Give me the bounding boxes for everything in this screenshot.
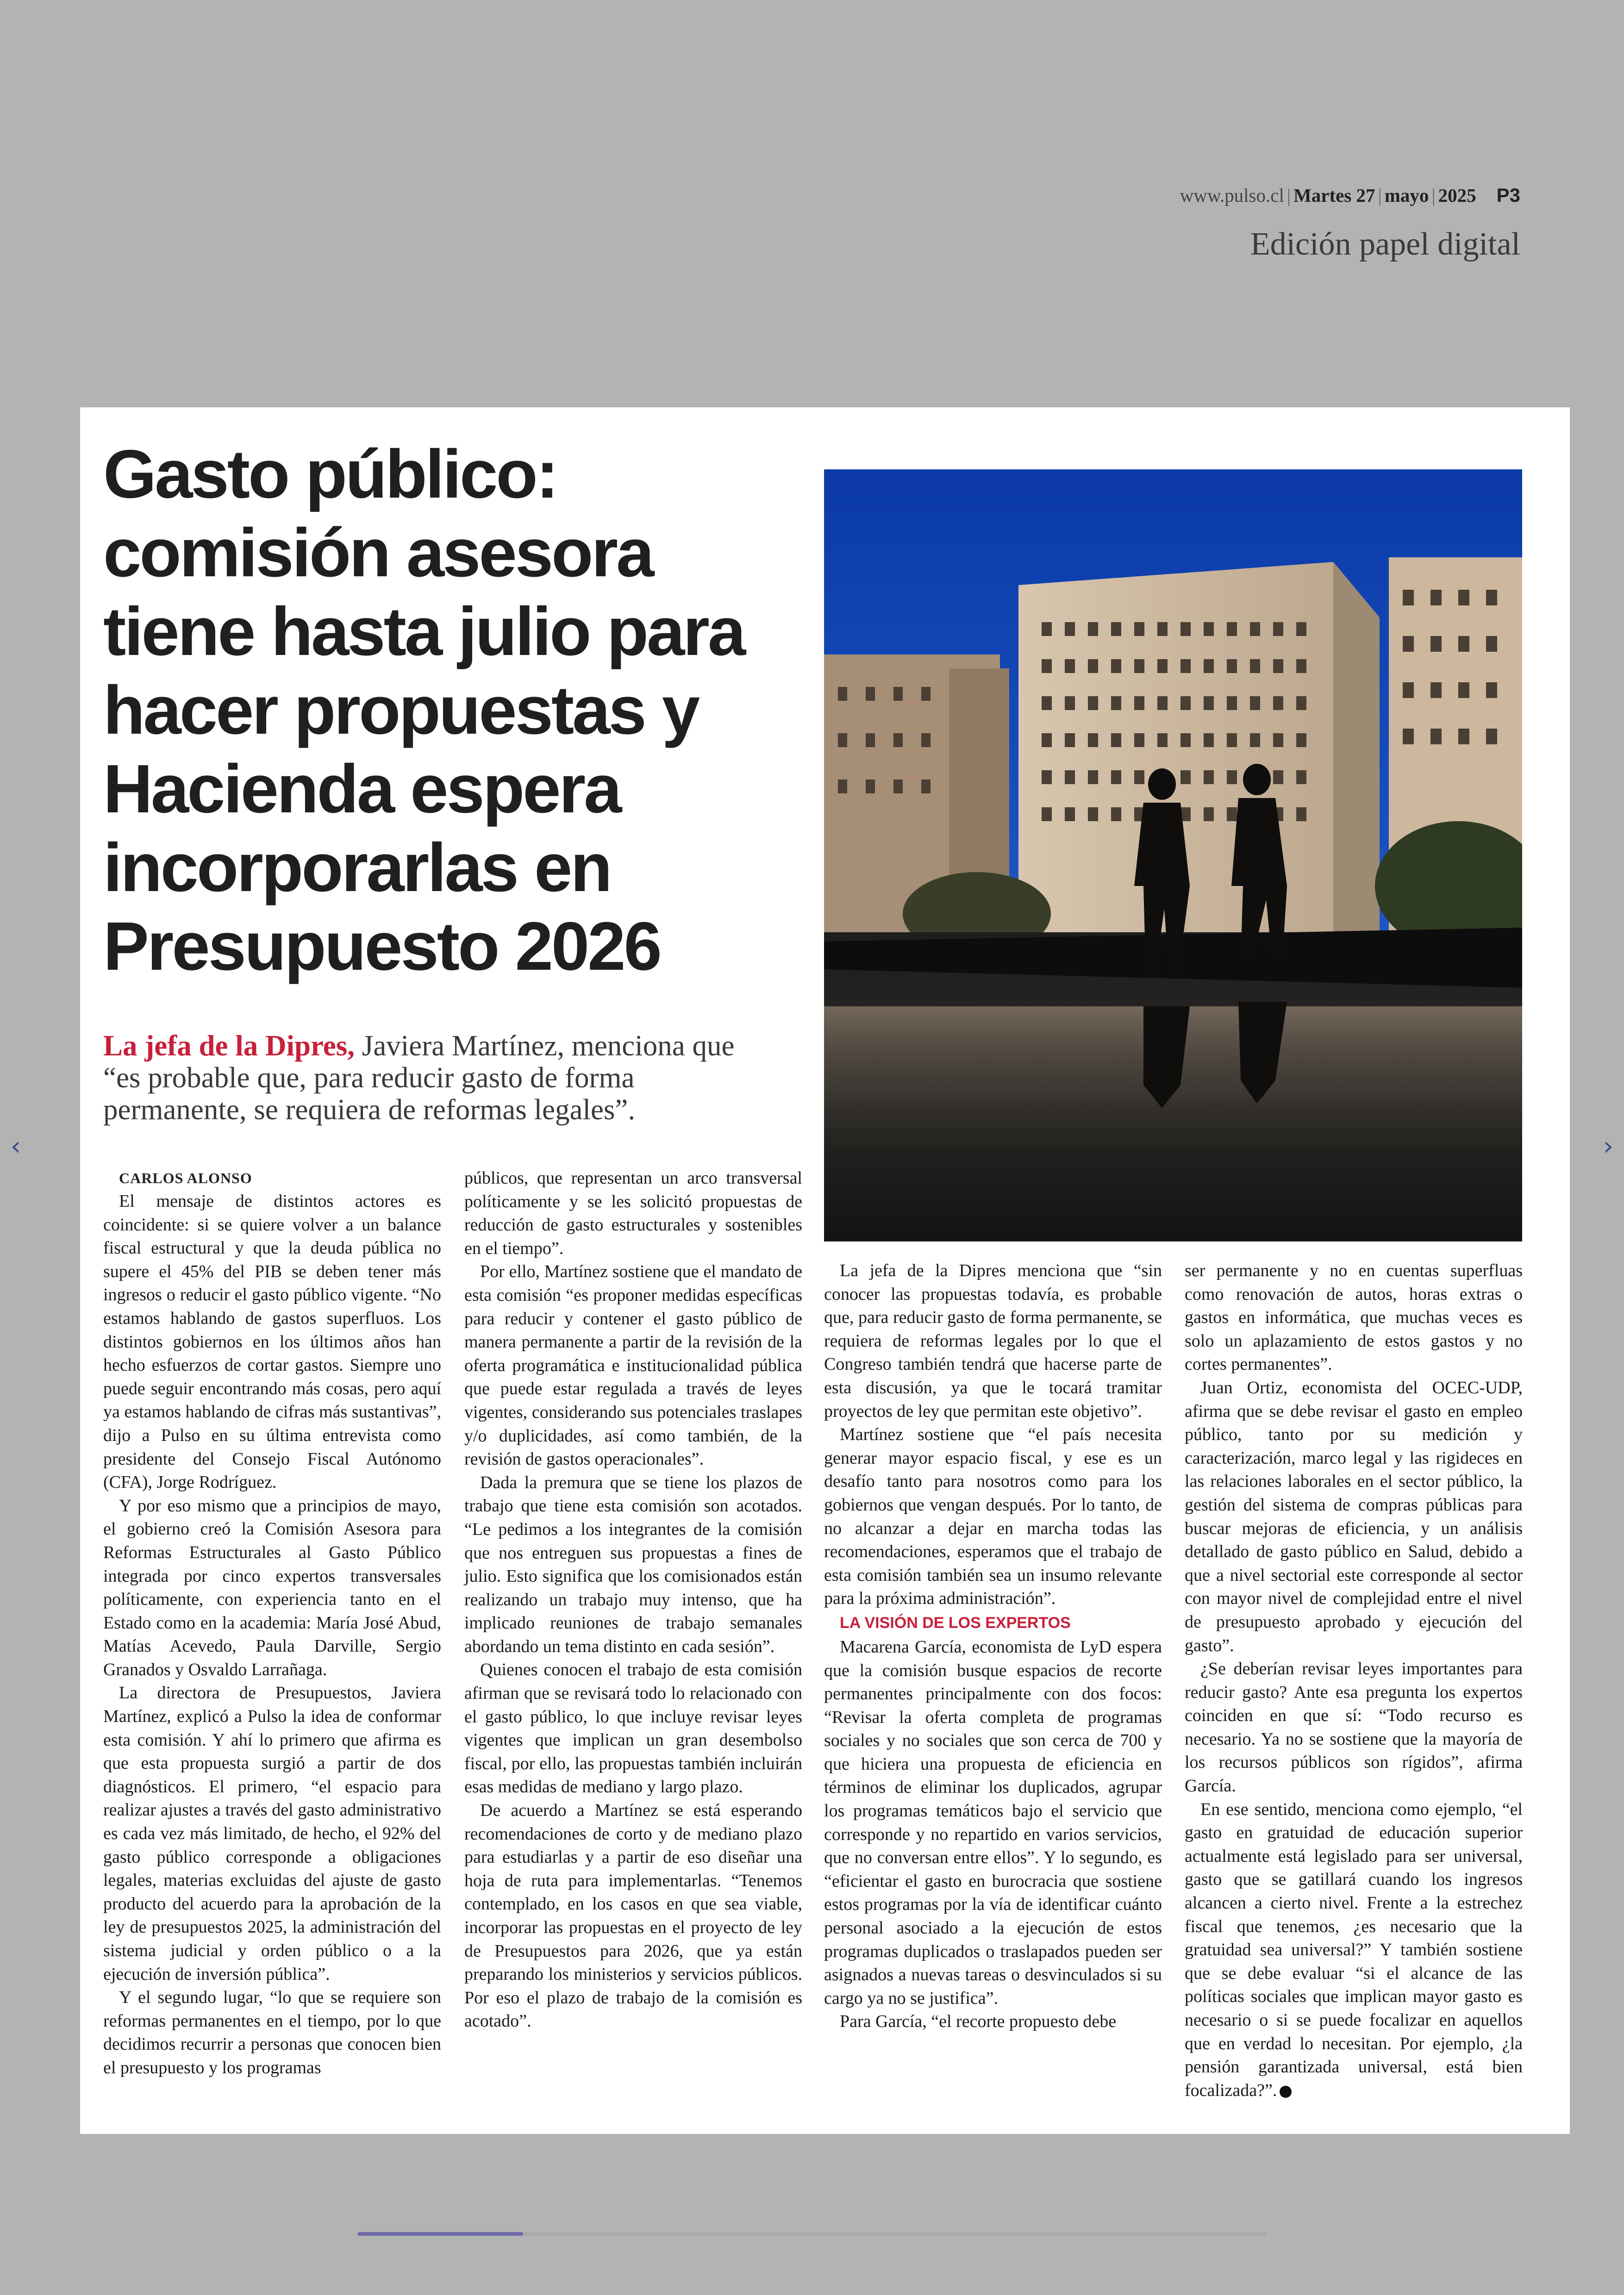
section-subhead: LA VISIÓN DE LOS EXPERTOS <box>840 1614 1071 1632</box>
date-year: 2025 <box>1438 185 1476 206</box>
date-day: Martes 27 <box>1293 185 1375 206</box>
date-month: mayo <box>1384 185 1429 206</box>
masthead: www.pulso.cl | Martes 27 | mayo | 2025 P3 <box>1180 184 1520 206</box>
scrollbar-thumb[interactable] <box>357 2232 523 2236</box>
paragraph: ¿Se deberían revisar leyes importantes para reducir gasto? Ante esa pregunta los expertos coinciden en que sí: “Todo recurso es necesario. Ya no se sostiene que la mayoría de los recursos públicos son rígidos”, afirma García. <box>1185 1659 1523 1796</box>
article-photo <box>824 469 1522 1241</box>
newspaper-page <box>80 407 1570 2134</box>
paragraph: Y por eso mismo que a principios de mayo, el gobierno creó la Comisión Asesora para Reformas Estructurales al Gasto Público integrada por cinco expertos transversales políticamente, con experiencia tanto en el Estado como en la academia: María José Abud, Matías Acevedo, Paula Darville, Sergio Granados y Osvaldo Larrañaga. <box>103 1496 441 1679</box>
paragraph: Dada la premura que se tiene los plazos de trabajo que tiene esta comisión son acotados. “Le pedimos a los integrantes de la comisión que nos entreguen sus propuestas a fines de julio. Esto significa que los comisionados están realizando un trabajo muy intenso, que ha implicado reuniones de trabajo semanales abordando un tema distinto en cada sesión”. <box>464 1472 802 1656</box>
deck-lead: La jefa de la Dipres, <box>103 1029 355 1062</box>
byline: CARLOS ALONSO <box>119 1170 252 1186</box>
paragraph: ser permanente y no en cuentas superfluas como renovación de autos, horas extras o gastos en informática, que muchas veces es solo un aplazamiento de estos gastos y no cortes permanentes”. <box>1185 1261 1523 1374</box>
headline: Gasto público: comisión asesora tiene hasta julio para hacer propuestas y Hacienda espera incorporarlas en Presupuesto 2026 <box>103 436 744 985</box>
text-column-4 <box>1185 1259 1523 2102</box>
text-column-1 <box>103 1166 441 2080</box>
paragraph: Macarena García, economista de LyD espera que la comisión busque espacios de recorte permanentes principalmente con dos focos: “Revisar la oferta completa de programas sociales y no sociales que son cerca de 700 y que hiciera una propuesta de eficiencia en términos de eliminar los duplicados, agrupar los programas temáticos bajo el servicio que corresponde y no repartido en varios servicios, que no conversan entre ellos”. Y lo segundo, es “eficientar el gasto en burocracia que sostiene estos programas por la vía de identificar cuánto personal asociado a la ejecución de estos programas duplicados o traslapados pueden ser asignados a nuevas tareas o desvinculados si su cargo ya no se justifica”. <box>824 1637 1162 2008</box>
edition-label: Edición papel digital <box>1250 226 1520 262</box>
deck-text: Javiera Martínez, menciona que “es probable que, para reducir gasto de forma permanente, se requiera de reformas legales”. <box>103 1029 735 1126</box>
paragraph: públicos, que representan un arco transversal políticamente y se les solicitó propuestas de reducción de gasto estructurales y sostenibles en el tiempo”. <box>464 1168 802 1258</box>
text-column-2 <box>464 1166 802 2033</box>
chevron-left-icon[interactable]: ‹ <box>10 1131 21 1161</box>
end-mark-icon <box>1280 2086 1292 2098</box>
page-number: P3 <box>1496 184 1520 206</box>
paragraph: El mensaje de distintos actores es coincidente: si se quiere volver a un balance fiscal estructural y que la deuda pública no supere el 45% del PIB se deben tener más ingresos o reducir el gasto público vigente. “No estamos hablando de gastos superfluos. Los distintos gobiernos en los últimos años han hecho esfuerzos de cortar gastos. Siempre uno puede seguir encontrando más cosas, pero aquí ya estamos hablando de cifras más sustantivas”, dijo a Pulso en su última entrevista como presidente del Consejo Fiscal Autónomo (CFA), Jorge Rodríguez. <box>103 1191 441 1492</box>
paragraph: Y el segundo lugar, “lo que se requiere son reformas permanentes en el tiempo, por lo que decidimos recurrir a personas que conocen bien el presupuesto y los programas <box>103 1988 441 2077</box>
paragraph: Por ello, Martínez sostiene que el mandato de esta comisión “es proponer medidas específicas para reducir y contener el gasto público de manera permanente a partir de la revisión de la oferta programática e institucionalidad pública que puede estar regulada a través de leyes vigentes, considerando sus potenciales traslapes y/o duplicidades, así como también, de la revisión de gastos operacionales”. <box>464 1262 802 1469</box>
paragraph: Martínez sostiene que “el país necesita generar mayor espacio fiscal, y ese es un desafío tanto para nosotros como para los gobiernos que vengan después. Por lo tanto, de no alcanzar a dejar en marcha todas las recomendaciones, esperamos que el trabajo de esta comisión también sea un insumo relevante para la próxima administración”. <box>824 1425 1162 1609</box>
paragraph: La jefa de la Dipres menciona que “sin conocer las propuestas todavía, es probable que, para reducir gasto de forma permanente, se requiera de reformas legales por lo que el Congreso también tendrá que hacerse parte de esta discusión, ya que le tocará tramitar proyectos de ley que permitan este objetivo”. <box>824 1261 1162 1421</box>
page-scrollbar[interactable] <box>357 2232 1267 2236</box>
paragraph: Quienes conocen el trabajo de esta comisión afirman que se revisará todo lo relacionado con el gasto público, lo que incluye revisar leyes vigentes que implican un gran desembolso fiscal, por ello, las propuestas también incluirán esas medidas de mediano y largo plazo. <box>464 1660 802 1797</box>
paragraph: De acuerdo a Martínez se está esperando recomendaciones de corto y de mediano plazo para estudiarlas y a partir de eso diseñar una hoja de ruta para implementarlas. “Tenemos contemplado, en los casos en que sea viable, incorporar las propuestas en el proyecto de ley de Presupuestos para 2026, que ya están preparando los ministerios y servicios públicos. Por eso el plazo de trabajo de la comisión es acotado”. <box>464 1801 802 2031</box>
paragraph: La directora de Presupuestos, Javiera Martínez, explicó a Pulso la idea de conformar esta comisión. Y ahí lo primero que afirma es que esta propuesta surgió a partir de dos diagnósticos. El primero, “el espacio para realizar ajustes a través del gasto administrativo es cada vez más limitado, de hecho, el 92% del gasto público corresponde a obligaciones legales, materias excluidas del ajuste de gasto producto del acuerdo para la aprobación de la ley de presupuestos 2025, la administración del sistema judicial y orden público o a la ejecución de inversión pública”. <box>103 1683 441 1984</box>
paragraph-text: En ese sentido, menciona como ejemplo, “el gasto en gratuidad de educación superior actualmente está legislado para ser universal, gasto que se gatillará cuando los ingresos alcancen a cierto nivel. Frente a la estrechez fiscal que tenemos, ¿es necesario que la gratuidad sea universal?” Y también sostiene que se debe evaluar “si el alcance de las políticas sociales que implican mayor gasto es necesario o si se puede focalizar en aquellos que en verdad lo necesitan. Por ejemplo, ¿la pensión garantizada universal, está bien focalizada?”. <box>1185 1799 1523 2100</box>
chevron-right-icon[interactable]: › <box>1603 1131 1614 1161</box>
paragraph: Para García, “el recorte propuesto debe <box>840 2012 1117 2032</box>
site-url: www.pulso.cl <box>1180 185 1284 206</box>
text-column-3 <box>824 1259 1162 2033</box>
paragraph: Juan Ortiz, economista del OCEC-UDP, afirma que se debe revisar el gasto en empleo público, tanto por su medición y caracterización, marco legal y las rigideces en las relaciones laborales en el sector público, la gestión del sistema de compras públicas para buscar mejoras de eficiencia, y un análisis detallado de gasto público en Salud, debido a que a nivel sectorial este corresponde al sector con mayor nivel de complejidad entre el nivel de presupuesto aprobado y ejecución del gasto”. <box>1185 1378 1523 1655</box>
deck <box>103 1030 765 1126</box>
paragraph <box>1185 1798 1523 2102</box>
